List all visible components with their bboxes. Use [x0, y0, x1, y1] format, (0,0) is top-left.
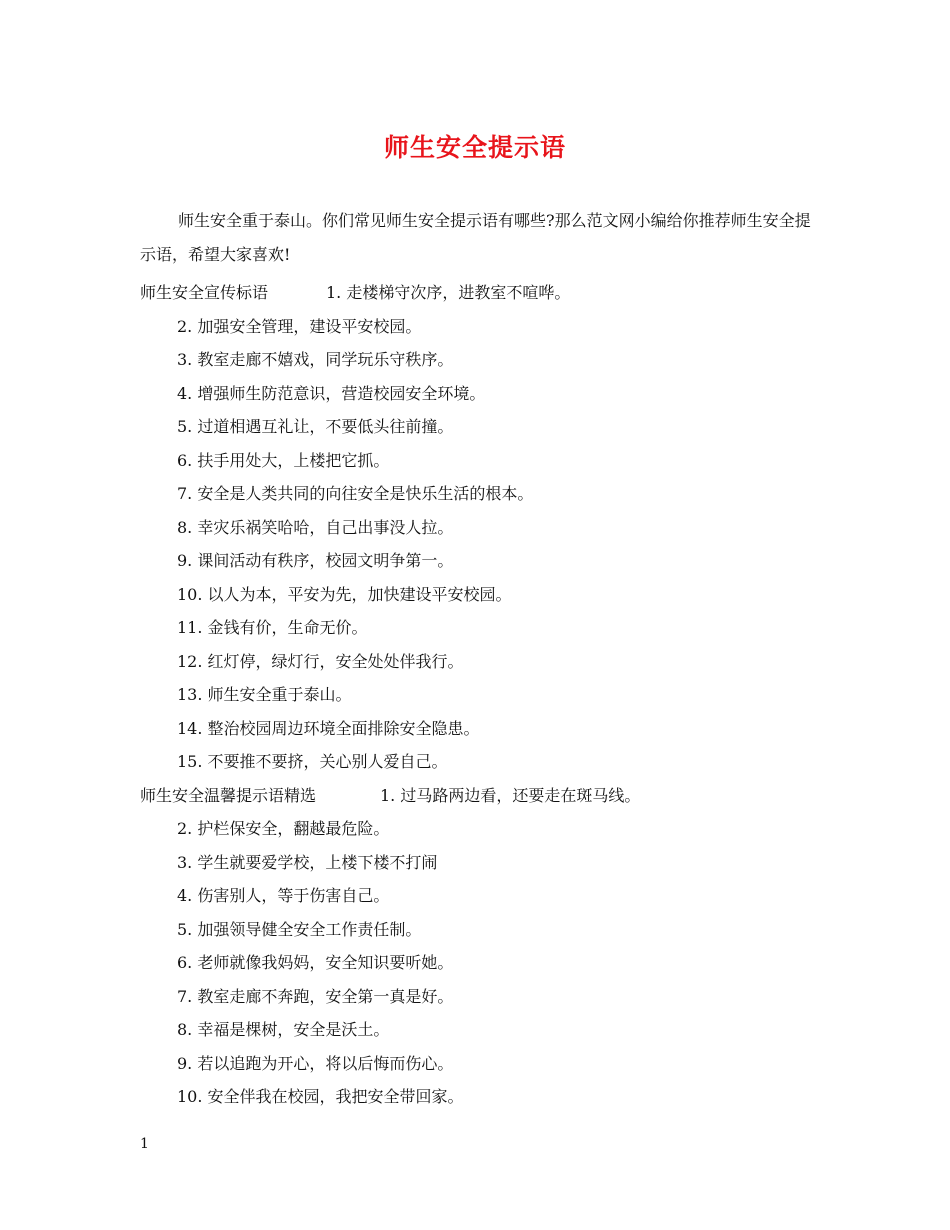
- list-item: 12. 红灯停，绿灯行，安全处处伴我行。: [177, 651, 464, 671]
- list-item: 5. 过道相遇互礼让，不要低头往前撞。: [177, 417, 454, 436]
- intro-paragraph: 师生安全重于泰山。你们常见师生安全提示语有哪些?那么范文网小编给你推荐师生安全提示语，希望大家喜欢!: [140, 211, 811, 264]
- list-item: 15. 不要推不要挤，关心别人爱自己。: [177, 752, 448, 771]
- list-item: 2. 护栏保安全，翻越最危险。: [177, 819, 390, 838]
- list-item: 9. 课间活动有秩序，校园文明争第一。: [177, 551, 454, 570]
- list-item: 4. 增强师生防范意识，营造校园安全环境。: [177, 383, 486, 403]
- list-item: 1. 走楼梯守次序，进教室不喧哗。: [326, 283, 571, 302]
- document-body: [140, 276, 820, 1114]
- list-item: 2. 加强安全管理，建设平安校园。: [177, 316, 422, 336]
- section-heading: 师生安全温馨提示语精选: [140, 785, 317, 805]
- list-item: 4. 伤害别人，等于伤害自己。: [177, 886, 390, 905]
- list-item: 3. 学生就要爱学校，上楼下楼不打闹: [177, 852, 438, 872]
- list-item: 8. 幸灾乐祸笑哈哈，自己出事没人拉。: [177, 517, 454, 537]
- list-item: 6. 老师就像我妈妈，安全知识要听她。: [177, 953, 454, 972]
- list-item: 13. 师生安全重于泰山。: [177, 685, 352, 704]
- section-heading: 师生安全宣传标语: [140, 283, 269, 302]
- list-item: 10. 以人为本，平安为先，加快建设平安校园。: [177, 584, 512, 604]
- list-item: 1. 过马路两边看，还要走在斑马线。: [380, 785, 641, 805]
- page-number: 1: [140, 1136, 149, 1152]
- list-item: 5. 加强领导健全安全工作责任制。: [177, 919, 422, 939]
- list-item: 3. 教室走廊不嬉戏，同学玩乐守秩序。: [177, 350, 454, 369]
- list-item: 9. 若以追跑为开心，将以后悔而伤心。: [177, 1053, 454, 1073]
- list-item: 7. 安全是人类共同的向往安全是快乐生活的根本。: [177, 484, 534, 503]
- section-heading-line: [140, 276, 820, 310]
- list-item: 11. 金钱有价，生命无价。: [177, 618, 368, 637]
- list-item: 14. 整治校园周边环境全面排除安全隐患。: [177, 718, 480, 738]
- list-item: 7. 教室走廊不奔跑，安全第一真是好。: [177, 986, 454, 1006]
- document-title: 师生安全提示语: [383, 133, 566, 162]
- section-heading-line: [140, 779, 820, 813]
- list-item: 8. 幸福是棵树，安全是沃土。: [177, 1020, 390, 1039]
- list-item: 10. 安全伴我在校园，我把安全带回家。: [177, 1087, 464, 1106]
- list-item: 6. 扶手用处大，上楼把它抓。: [177, 450, 390, 470]
